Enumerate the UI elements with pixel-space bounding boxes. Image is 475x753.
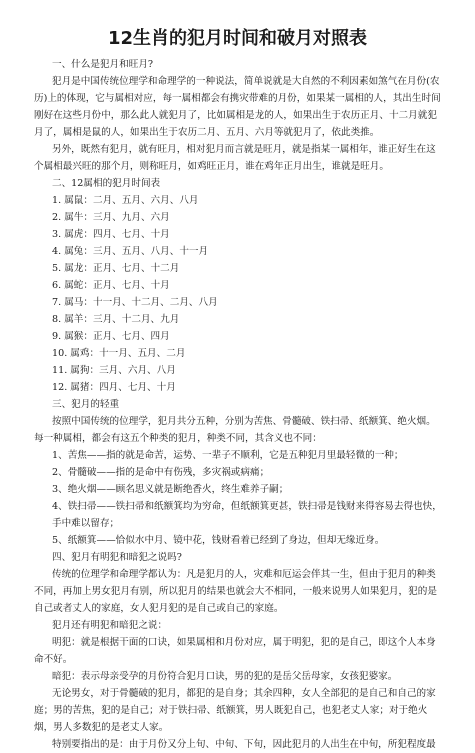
list-item: 6. 属蛇：正月、七月、十月 xyxy=(52,280,170,291)
section-3-heading: 三、犯月的轻重 xyxy=(52,399,120,410)
list-item: 5、纸额箕——恰似水中月、镜中花，钱财看着已经到了身边，但却无缘近身。 xyxy=(52,535,385,546)
section-4-heading: 四、犯月有明犯和暗犯之说吗? xyxy=(52,552,182,563)
section-1-heading: 一、什么是犯月和旺月? xyxy=(52,59,154,70)
list-item: 9. 属猴：正月、七月、四月 xyxy=(52,331,170,342)
section-4-paragraph-5: 无论男女，对于骨髓破的犯月，都犯的是自身；其余四种，女人全部犯的是自己和自己的家庭；男的苦焦，犯的是自己；对于铁扫帚、纸额箕，男人既犯自己，也犯老丈人家；对于绝火烟，男人多数犯的是老丈人家。 xyxy=(34,688,436,733)
section-4-paragraph-6: 特别要指出的是：由于月份又分上旬、中旬、下旬，因此犯月的人出生在中旬，所犯程度最 xyxy=(52,739,436,750)
list-item: 10. 属鸡：十一月、五月、二月 xyxy=(52,348,186,359)
list-item: 12. 属猪：四月、七月、十月 xyxy=(52,382,176,393)
section-4-paragraph-4: 暗犯：表示母亲受孕的月份符合犯月口诀，男的犯的是岳父岳母家，女孩犯婆家。 xyxy=(52,671,398,682)
section-4-paragraph-1: 传统的位理学和命理学都认为：凡是犯月的人，灾难和厄运会伴其一生，但由于犯月的种类不同，再加上男女犯月有别，所以犯月的结果也就会大不相同，一般来说男人如果犯月，犯的是自己或者丈人的家庭，女人犯月犯的是自己或自己的家庭。 xyxy=(34,569,437,614)
section-2-heading: 二、12属相的犯月时间表 xyxy=(52,178,161,189)
zodiac-list xyxy=(34,192,444,396)
severity-list xyxy=(34,447,444,549)
list-item: 1. 属鼠：二月、五月、六月、八月 xyxy=(52,195,199,206)
section-4-paragraph-3: 明犯：就是根据干面的口诀，如果属相和月份对应，属于明犯，犯的是自己，即这个人本身命不好。 xyxy=(34,637,436,665)
list-item: 2. 属牛：三月、九月、六月 xyxy=(52,212,170,223)
document-body xyxy=(34,56,444,753)
list-item: 3、绝火烟——顾名思义就是断绝香火，终生难养子嗣； xyxy=(52,484,289,495)
list-item: 1、苦焦——指的就是命苦，运势、一辈子不顺利，它是五种犯月里最轻微的一种； xyxy=(52,450,404,461)
page-title: 12生肖的犯月时间和破月对照表 xyxy=(107,28,368,49)
section-1-paragraph-2: 另外，既然有犯月，就有旺月，相对犯月而言就是旺月，就是指某一属相年，谁正好生在这个属相最兴旺的那个月，则称旺月，如鸡旺正月，谁在鸡年正月出生，谁就是旺月。 xyxy=(34,144,436,172)
section-1-paragraph-1: 犯月是中国传统位理学和命理学的一种说法，简单说就是大自然的不利因素如煞气在月份(农历)上的体现，它与属相对应，每一属相都会有携灾带难的月份，如果某一属相的人，其出生时间刚好在这些月份中，那么此人就犯月了，比如属相是龙的人，如果出生于农历正月、十二月就犯月了，属相是鼠的人，如果出生于农历二月、五月、六月等就犯月了，依此类推。 xyxy=(34,76,441,138)
list-item: 7. 属马：十一月、十二月、二月、八月 xyxy=(52,297,218,308)
list-item: 2、骨髓破——指的是命中有伤残，多灾祸或病痛； xyxy=(52,467,270,478)
list-item: 4. 属兔：三月、五月、八月、十一月 xyxy=(52,246,209,257)
list-item: 4、铁扫帚——铁扫帚和纸额箕均为穷命，但纸额箕更甚，铁扫帚是钱财来得容易去得也快，手中难以留存； xyxy=(52,501,442,529)
list-item: 3. 属虎：四月、七月、十月 xyxy=(52,229,170,240)
section-3-paragraph-1: 按照中国传统的位理学，犯月共分五种，分别为苦焦、骨髓破、铁扫帚、纸额箕、绝火烟。每一种属相，都会有这五个种类的犯月，种类不同，其含义也不同： xyxy=(34,416,436,444)
list-item: 5. 属龙：正月、七月、十二月 xyxy=(52,263,180,274)
list-item: 11. 属狗：三月、六月、八月 xyxy=(52,365,176,376)
list-item: 8. 属羊：三月、十二月、九月 xyxy=(52,314,180,325)
section-4-paragraph-2: 犯月还有明犯和暗犯之说： xyxy=(52,620,168,631)
